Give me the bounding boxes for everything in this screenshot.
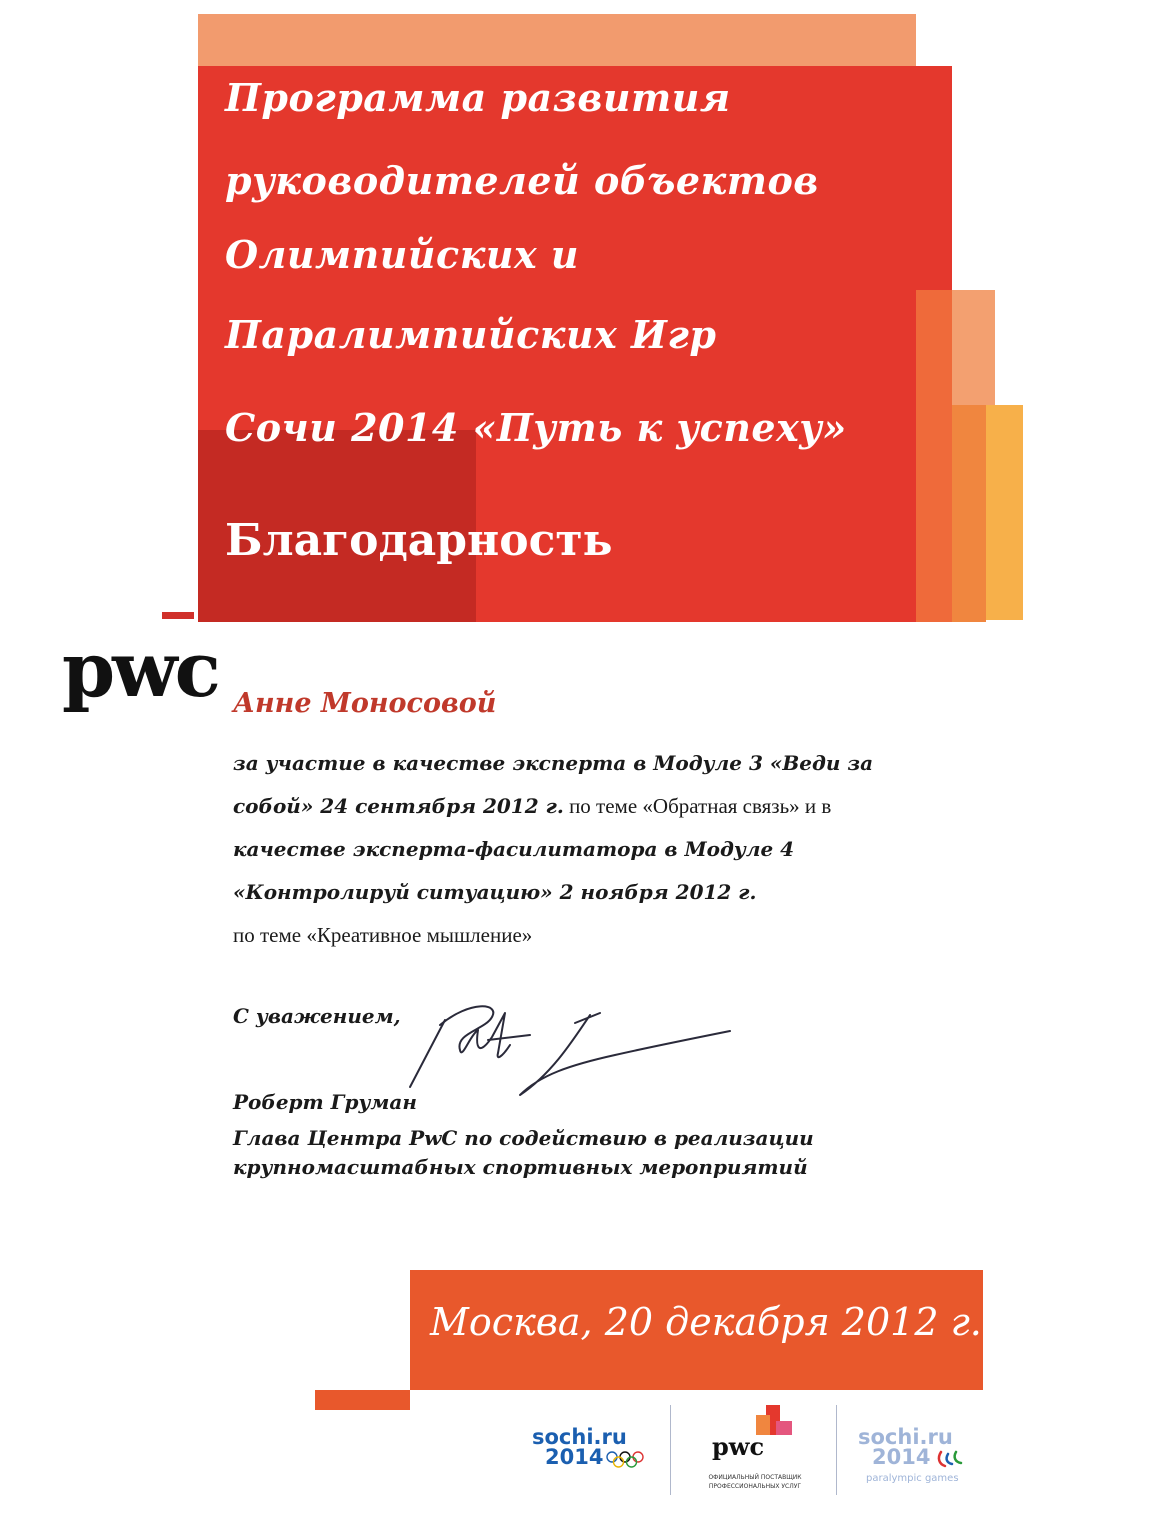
header-peach-block bbox=[198, 14, 916, 69]
title-line-1: Программа развития bbox=[225, 75, 731, 120]
body-line-5: по теме «Креативное мышление» bbox=[233, 923, 533, 947]
recipient-name: Анне Моносовой bbox=[233, 688, 497, 719]
document-heading: Благодарность bbox=[225, 515, 613, 566]
title-line-4: Паралимпийских Игр bbox=[225, 312, 717, 357]
title-line-3: Олимпийских и bbox=[225, 232, 580, 277]
signer-title-line-1: Глава Центра PwC по содействию в реализации bbox=[233, 1126, 814, 1150]
header-orange-right bbox=[952, 405, 986, 622]
logo-divider-1 bbox=[670, 1405, 671, 1495]
title-line-2: руководителей объектов bbox=[225, 158, 819, 203]
body-line-1: за участие в качестве эксперта в Модуле 3 «Веди за bbox=[233, 751, 874, 775]
header-yellow-strip bbox=[985, 405, 1023, 620]
regards: С уважением, bbox=[233, 1004, 401, 1028]
olympic-rings-icon bbox=[605, 1450, 647, 1470]
paralympic-agitos-icon bbox=[935, 1448, 965, 1470]
pwc-logo-accent bbox=[162, 612, 194, 619]
title-line-5: Сочи 2014 «Путь к успеху» bbox=[225, 405, 847, 450]
body-line-2: собой» 24 сентября 2012 г. по теме «Обратная связь» и в bbox=[233, 794, 832, 818]
body-line-3: качестве эксперта-фасилитатора в Модуле 4 bbox=[233, 837, 795, 861]
pwc-logo: pwc bbox=[62, 625, 218, 714]
header-orange-overlay bbox=[916, 290, 952, 622]
signer-title-line-2: крупномасштабных спортивных мероприятий bbox=[233, 1155, 808, 1179]
signature bbox=[400, 995, 740, 1105]
footer-small-accent bbox=[315, 1390, 410, 1410]
signer-name: Роберт Груман bbox=[233, 1090, 417, 1114]
logo-divider-2 bbox=[836, 1405, 837, 1495]
body-line-4: «Контролируй ситуацию» 2 ноября 2012 г. bbox=[233, 880, 757, 904]
place-and-date: Москва, 20 декабря 2012 г. bbox=[430, 1300, 982, 1344]
pwc-blocks-icon bbox=[748, 1405, 796, 1435]
body-text bbox=[233, 742, 933, 957]
